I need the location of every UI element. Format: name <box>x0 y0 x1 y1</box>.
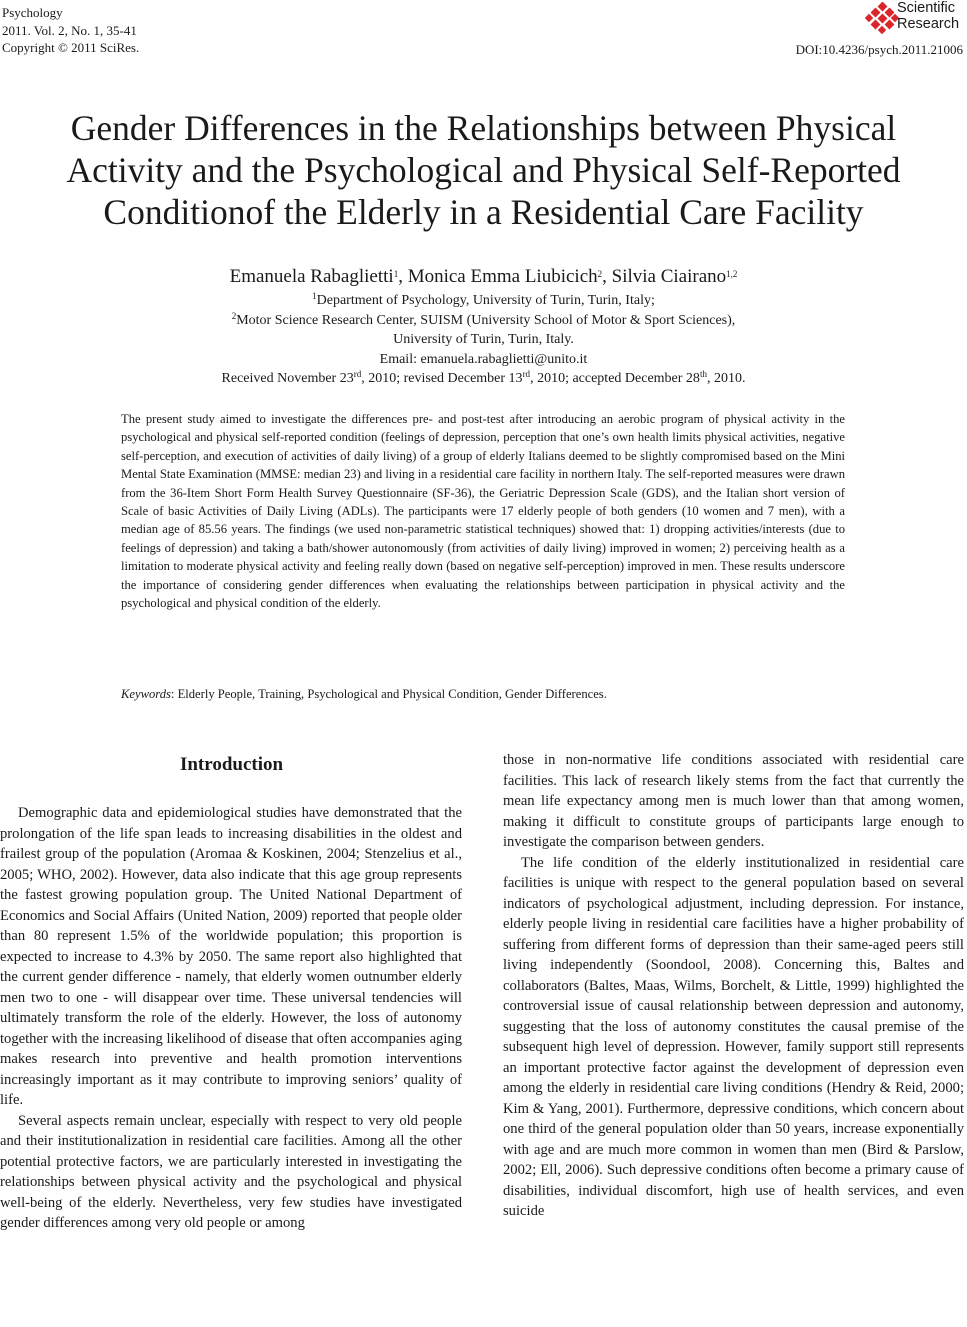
paragraph: The life condition of the elderly institutionalized in residential care facilities is unique with respect to the general population based on several indicators of psychological adjustment, including depression. For instance, elderly people living in residential care facilities have a higher probability of suffering from different forms of depression than their same-aged peers still living independently (Soondool, 2008). Concerning this, Baltes and collaborators (Baltes, Maas, Wilms, Borchelt, & Little, 1999) highlighted the controversial issue of causal relationship between depression and autonomy, suggesting that the loss of autonomy constitutes the causal premise of the subsequent high level of depression. However, family support still represents an important protective factor against the development of depression even among the elderly in residential care living conditions (Hendry & Reid, 2000; Kim & Yang, 2001). Furthermore, depressive conditions, which concern about one third of the general population older than 50 years, increase exponentially with age and are much more common in women than men (Bird & Parslow, 2002; Ell, 2006). Such depressive conditions often become a primary cause of disabilities, individual discomfort, high use of health services, and even suicide <box>503 854 964 1219</box>
affiliations <box>0 291 967 369</box>
received-dates: Received November 23rd, 2010; revised December 13rd, 2010; accepted December 28th, 2010. <box>221 369 746 386</box>
abstract: The present study aimed to investigate the differences pre- and post-test after introducing an aerobic program of physical activity in the psychological and physical self-reported condition (feelings of depression, perception that one’s own health limits physical activities, negative self-perception, and execution of activities of daily living) of a group of elderly Italians deemed to be slightly compromised based on the Mini Mental State Examination (MMSE: median 23) and living in a residential care facility in northern Italy. The self-reported measures were drawn from the 36-Item Short Form Health Survey Questionnaire (SF-36), the Geriatric Depression Scale (GDS), and the Italian short version of Scale of basic Activities of Daily Living (ADLs). The participants were 17 elderly people of both genders (10 women and 7 men), with a median age of 85.56 years. The findings (we used non-parametric statistical techniques) showed that: 1) dropping activities/interests (due to feelings of depression) and taking a bath/shower autonomously (from activities of daily living) improved in women; 2) perceiving health as a limitation to moderate physical activity and feeling really down (based on negative self-perception) improved in men. These results underscore the importance of considering gender differences when evaluating the relationships between participation in physical activity and the psychological and physical condition of the elderly. <box>121 412 845 611</box>
author-email: Email: emanuela.rabaglietti@unito.it <box>379 351 588 367</box>
keywords <box>121 685 845 703</box>
doi: DOI:10.4236/psych.2011.21006 <box>795 42 963 57</box>
section-heading-introduction: Introduction <box>179 754 284 775</box>
journal-header <box>2 4 139 57</box>
affiliation-2: $^2$Motor Science Research Center, SUISM (University School of Motor & Sport Sciences), <box>231 310 736 328</box>
article-title: Gender Differences in the Relationships between Physical Activity and the Psychological and Physical Self-Reported Conditionof the Elderly in a Residential Care Facility <box>66 108 901 232</box>
left-column <box>0 803 462 1234</box>
publisher-name: Scientific Research <box>897 0 960 32</box>
right-column <box>503 750 964 1222</box>
diamond-logo-icon <box>865 2 901 34</box>
journal-name: Psychology <box>2 5 63 20</box>
paragraph: Demographic data and epidemiological studies have demonstrated that the prolongation of the life span leads to increasing disabilities in the oldest and frailest group of the population (Aromaa & Koskinen, 2004; Stenzelius et al., 2005; WHO, 2002). However, data also indicate that this age group represents the fastest growing population group. The United National Department of Economics and Social Affairs (United Nation, 2009) reported that people older than 80 represent 1.5% of the worldwide population; this proportion is expected to increase to 4.3% by 2050. The same report also highlighted that the current gender difference - namely, that elderly women outnumber elderly men two to one - will disappear over time. These universal tendencies will ultimately transform the role of the elderly. However, the loss of autonomy together with the increasing likelihood of disease that often accompanies aging makes research into preventive and health promotion interventions increasingly important as it may contribute to improving seniors’ quality of life. <box>0 805 462 1108</box>
paragraph: those in non-normative life conditions associated with residential care facilities. This lack of research likely stems from the fact that currently the mean life expectancy among men is much lower than that among women, making it difficult to constitute groups of participants large enough to investigate the comparison between genders. <box>503 752 964 850</box>
publisher-logo <box>863 0 963 36</box>
author-list: Emanuela Rabaglietti$^1$, Monica Emma Liubicich$^2$, Silvia Ciairano$^{1,2}$ <box>229 266 738 287</box>
affiliation-2-location: University of Turin, Turin, Italy. <box>393 332 574 347</box>
journal-volume: 2011. Vol. 2, No. 1, 35-41 <box>2 22 137 38</box>
affiliation-1: $^1$Department of Psychology, University of Turin, Turin, Italy; <box>312 291 655 308</box>
keywords-label: Keywords <box>121 687 171 701</box>
copyright-line: Copyright © 2011 SciRes. <box>2 40 140 55</box>
keywords-list: : Elderly People, Training, Psychological and Physical Condition, Gender Differences. <box>170 687 607 701</box>
paragraph: Several aspects remain unclear, especially with respect to very old people and their institutionalization in residential care facilities. Among all the other potential protective factors, we are particularly interested in investigating the relationships between physical activity and the psychological and physical well-being of the elderly. Nevertheless, very few studies have investigated gender differences among very old people or among <box>0 1112 462 1231</box>
